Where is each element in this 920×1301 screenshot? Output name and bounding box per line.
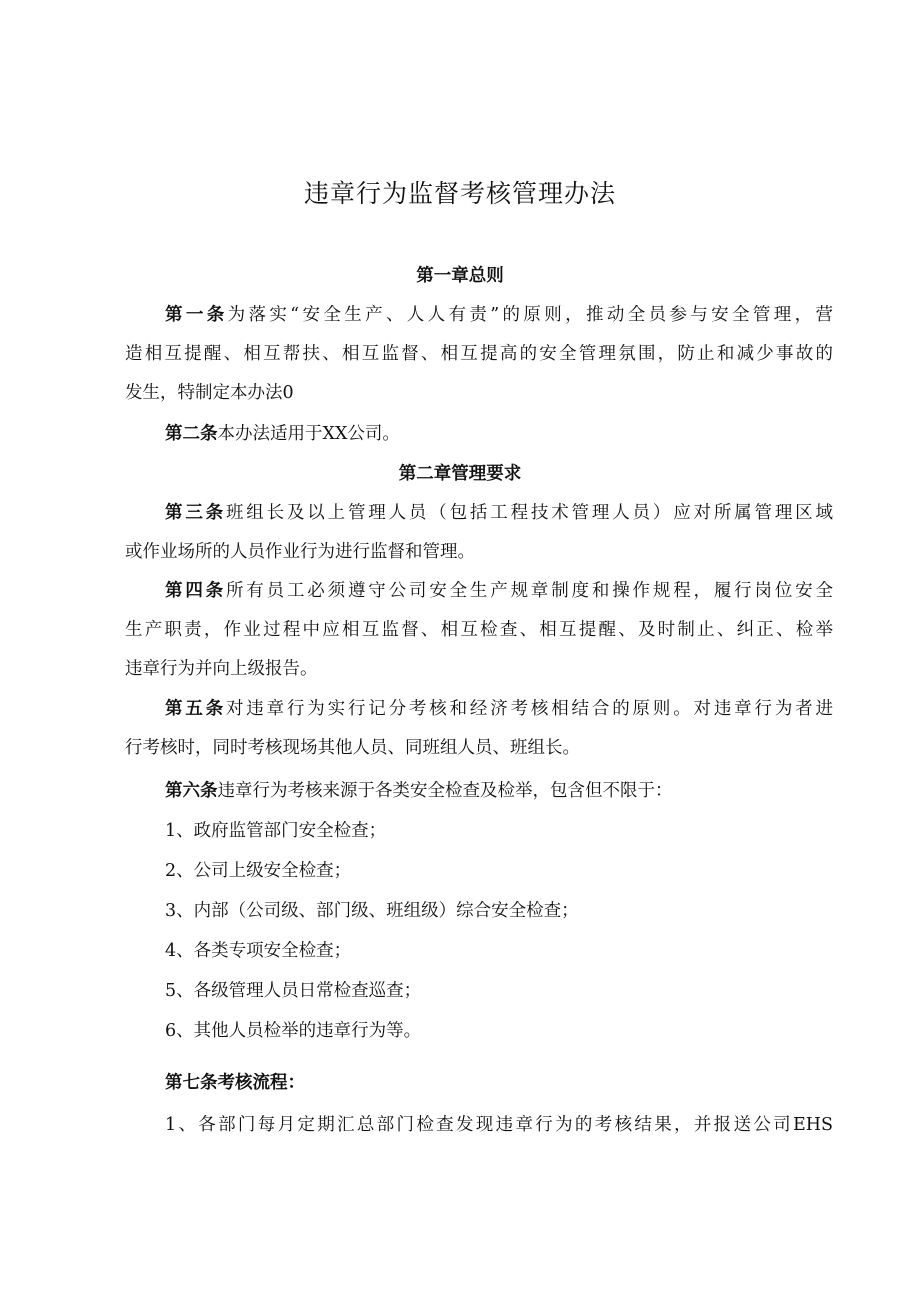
- chapter-2-heading: 第二章管理要求: [398, 464, 522, 484]
- article-6-item: 1、政府监管部门安全检查；: [165, 821, 387, 841]
- article-3-label: 第三条: [165, 503, 226, 523]
- article-1-label: 第一条: [165, 305, 228, 325]
- article-6-item: 4、各类专项安全检查；: [165, 941, 352, 961]
- article-1-line-1: 第一条为落实“安全生产、人人有责”的原则，推动全员参与安全管理，营: [165, 305, 833, 325]
- article-4-line-3: 违章行为并向上级报告。: [125, 659, 318, 679]
- article-6-item: 5、各级管理人员日常检查巡查；: [165, 981, 422, 1001]
- article-6-item: 3、内部（公司级、部门级、班组级）综合安全检查；: [165, 901, 579, 921]
- article-7-heading: 第七条考核流程：: [165, 1073, 305, 1093]
- document-title: 违章行为监督考核管理办法: [303, 179, 616, 208]
- article-6-item: 6、其他人员检举的违章行为等。: [165, 1021, 422, 1041]
- article-6-line-1: 第六条违章行为考核来源于各类安全检查及检举，包含但不限于：: [165, 781, 673, 801]
- article-1-line-3: 发生，特制定本办法0: [125, 383, 294, 403]
- article-3-line-2: 或作业场所的人员作业行为进行监督和管理。: [125, 542, 475, 562]
- article-3-line-1: 第三条班组长及以上管理人员（包括工程技术管理人员）应对所属管理区域: [165, 503, 833, 523]
- article-4-line-1: 第四条所有员工必须遵守公司安全生产规章制度和操作规程，履行岗位安全: [165, 581, 833, 601]
- article-7-line-1: 1、各部门每月定期汇总部门检查发现违章行为的考核结果，并报送公司EHS: [165, 1115, 833, 1135]
- chapter-1-heading: 第一章总则: [416, 266, 504, 286]
- article-4-line-2: 生产职责，作业过程中应相互监督、相互检查、相互提醒、及时制止、纠正、检举: [125, 620, 833, 640]
- article-2-label: 第二条: [165, 424, 218, 444]
- article-1-line-2: 造相互提醒、相互帮扶、相互监督、相互提高的安全管理氛围，防止和减少事故的: [125, 344, 833, 364]
- article-6-label: 第六条: [165, 781, 218, 801]
- article-4-label: 第四条: [165, 581, 226, 601]
- article-5-line-1: 第五条对违章行为实行记分考核和经济考核相结合的原则。对违章行为者进: [165, 699, 833, 719]
- article-5-line-2: 行考核时，同时考核现场其他人员、同班组人员、班组长。: [125, 738, 580, 758]
- article-2: 第二条本办法适用于XX公司。: [165, 424, 400, 444]
- article-6-item: 2、公司上级安全检查；: [165, 861, 352, 881]
- article-5-label: 第五条: [165, 699, 226, 719]
